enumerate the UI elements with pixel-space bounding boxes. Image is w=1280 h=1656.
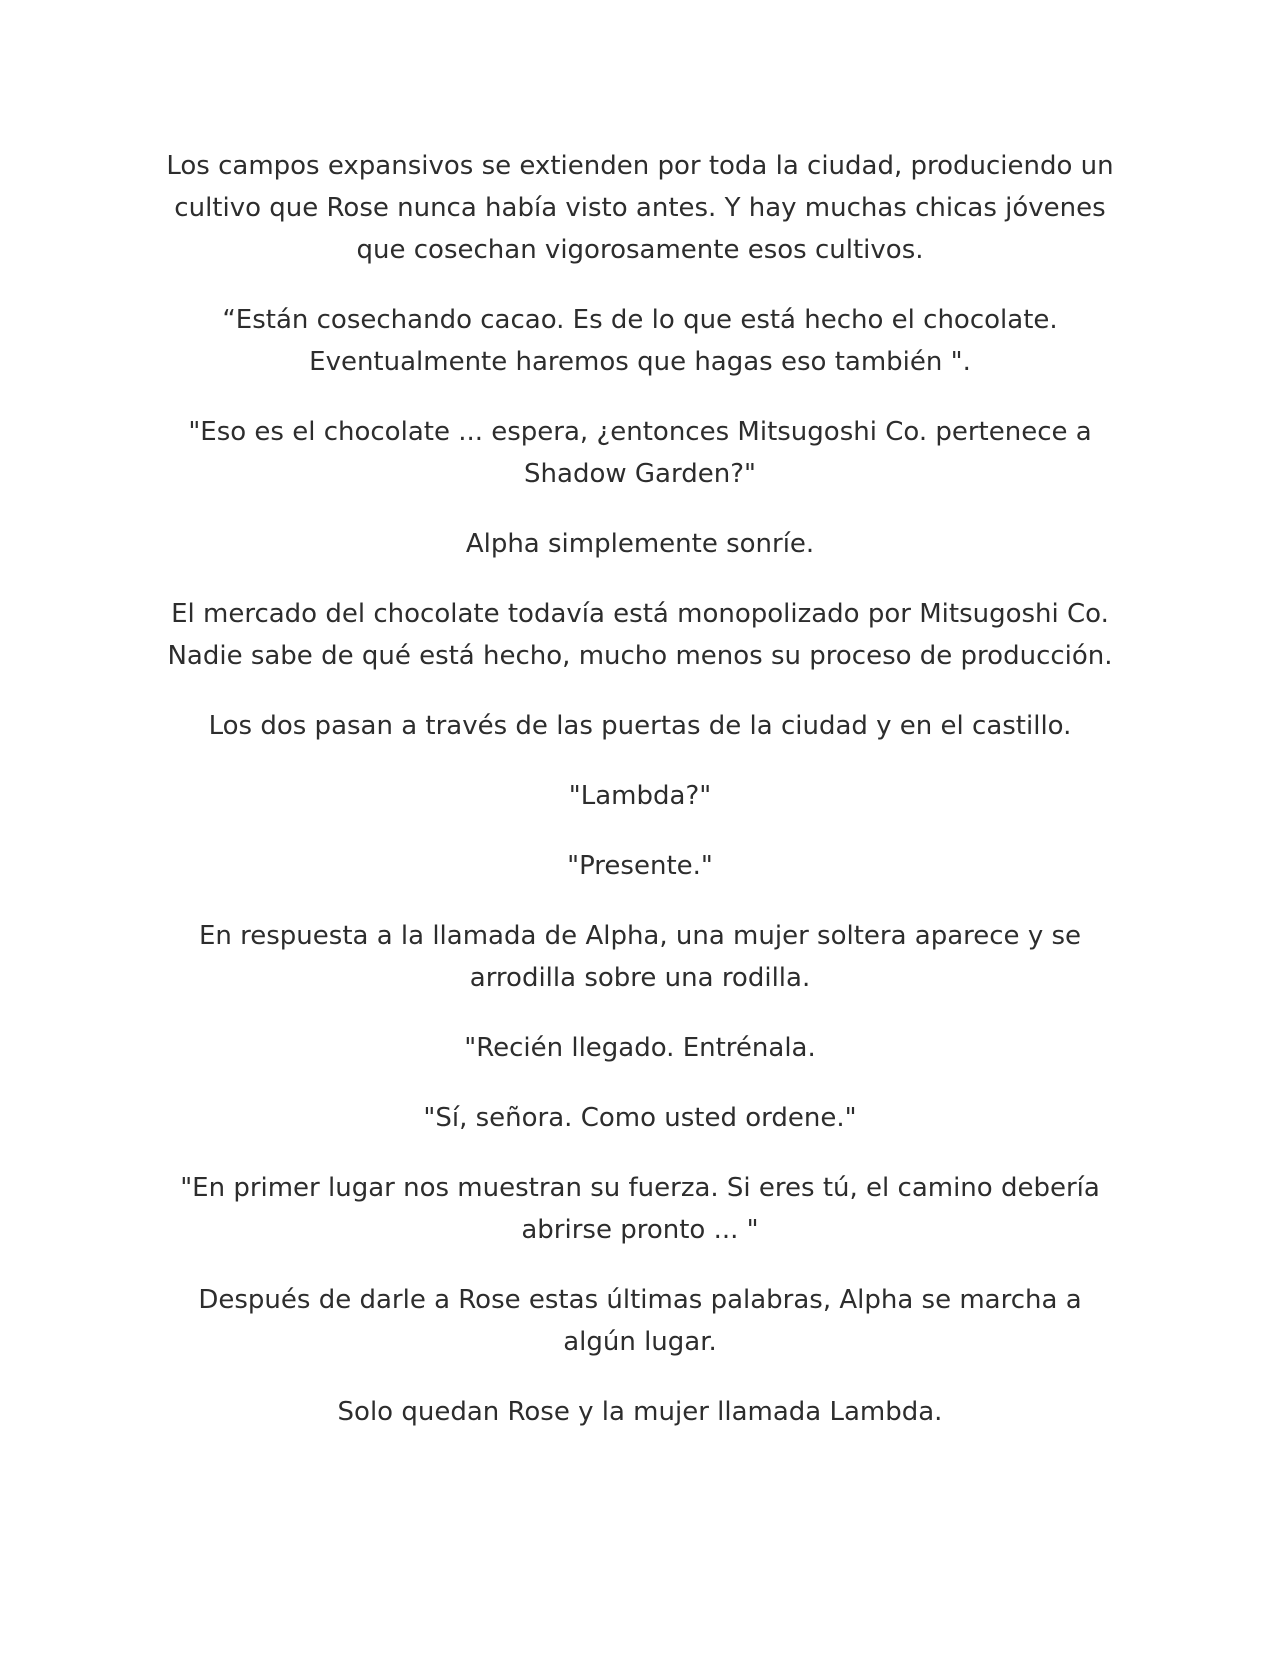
paragraph-3: "Eso es el chocolate ... espera, ¿entonces Mitsugoshi Co. pertenece a Shadow Garden?" (188, 417, 1092, 489)
paragraph-6: Los dos pasan a través de las puertas de la ciudad y en el castillo. (208, 711, 1072, 741)
paragraph-14: Solo quedan Rose y la mujer llamada Lambda. (337, 1397, 943, 1427)
paragraph-7: "Lambda?" (568, 781, 712, 811)
paragraph-5: El mercado del chocolate todavía está monopolizado por Mitsugoshi Co. Nadie sabe de qué está hecho, mucho menos su proceso de producción. (167, 599, 1113, 671)
paragraph-9: En respuesta a la llamada de Alpha, una mujer soltera aparece y se arrodilla sobre una rodilla. (198, 921, 1082, 993)
paragraph-10: "Recién llegado. Entrénala. (464, 1033, 816, 1063)
paragraph-2: “Están cosechando cacao. Es de lo que está hecho el chocolate. Eventualmente haremos que hagas eso también ". (222, 305, 1058, 377)
document-page (160, 145, 1120, 1433)
paragraph-12: "En primer lugar nos muestran su fuerza. Si eres tú, el camino debería abrirse pronto ... " (180, 1173, 1100, 1245)
paragraph-1: Los campos expansivos se extienden por toda la ciudad, produciendo un cultivo que Rose nunca había visto antes. Y hay muchas chicas jóvenes que cosechan vigorosamente esos cultivos. (166, 151, 1114, 265)
paragraph-8: "Presente." (567, 851, 713, 881)
paragraph-11: "Sí, señora. Como usted ordene." (423, 1103, 857, 1133)
paragraph-4: Alpha simplemente sonríe. (465, 529, 815, 559)
paragraph-13: Después de darle a Rose estas últimas palabras, Alpha se marcha a algún lugar. (198, 1285, 1082, 1357)
